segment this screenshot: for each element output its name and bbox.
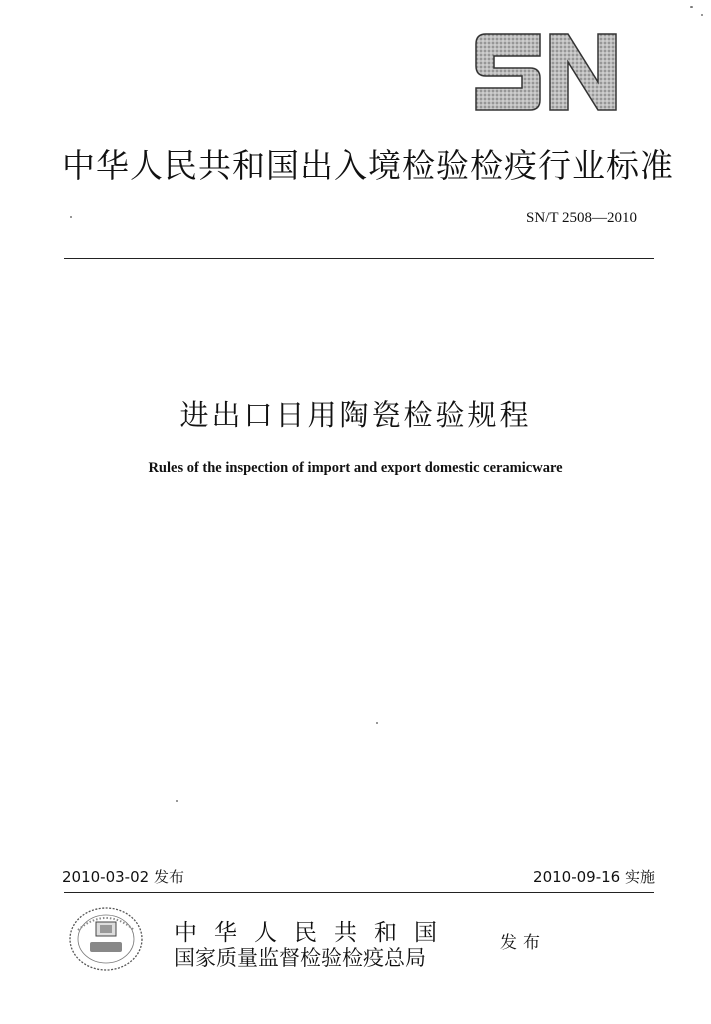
scan-speck (176, 800, 178, 802)
footer-divider (64, 892, 654, 893)
publish-date: 2010-03-02 发布 (62, 868, 184, 886)
issuer-agency: 国家质量监督检验检疫总局 (174, 946, 426, 970)
header-divider (64, 258, 654, 259)
scan-speck (376, 722, 378, 724)
official-seal-icon (66, 904, 146, 974)
sn-logo (472, 30, 620, 114)
scan-speck (70, 216, 72, 218)
scan-speck (701, 14, 703, 16)
issuer-country: 中华人民共和国 (174, 920, 454, 946)
issuing-industry-title: 中华人民共和国出入境检验检疫行业标准 (62, 146, 674, 185)
issue-action: 发布 (500, 933, 546, 953)
document-title-en: Rules of the inspection of import and export domestic ceramicware (148, 460, 563, 476)
scan-speck (690, 6, 693, 8)
standard-code: SN/T 2508—2010 (526, 210, 637, 226)
implement-date: 2010-09-16 实施 (533, 868, 655, 886)
document-title-cn: 进出口日用陶瓷检验规程 (179, 398, 532, 432)
